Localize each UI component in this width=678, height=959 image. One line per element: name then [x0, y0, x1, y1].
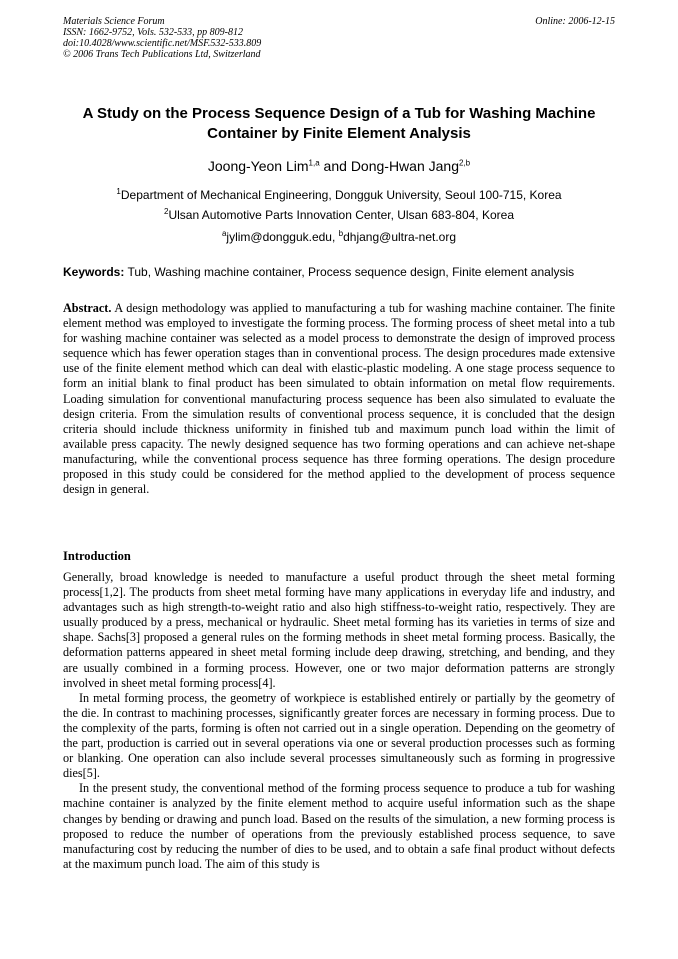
- email-b-sup: b: [338, 229, 344, 238]
- author-1-name: Joong-Yeon Lim: [207, 158, 309, 174]
- author-emails: [63, 230, 615, 244]
- introduction-body: [63, 570, 615, 872]
- author-2-sup: 2,b: [458, 158, 471, 168]
- email-a: jylim@dongguk.edu,: [226, 230, 339, 244]
- intro-paragraph-2: In metal forming process, the geometry of workpiece is established entirely or partially by the geometry of the die. In contrast to machining processes, significantly greater forces are necessary in forming process. Due to the complexity of the parts, forming is often not carried out in a single operation. Depending on the geometry of the part, production is carried out in several operations via one or several production processes such as forming or blanking. One operation can also include several processes simultaneously such as forming in progressive dies[5].: [63, 690, 615, 781]
- intro-paragraph-3: In the present study, the conventional method of the forming process sequence to produce a tub for washing machine container is analyzed by the finite element method to acquire useful information such as the shape changes by bending or drawing and punch load. Based on the results of the simulation, a new forming process is proposed to reduce the number of operations from the previously established process sequence, to save manufacturing cost by reducing the number of dies to be used, and to obtain a safe final product without defects at the maximum punch load. The aim of this study is: [63, 781, 615, 871]
- keywords-text: Tub, Washing machine container, Process sequence design, Finite element analysis: [124, 265, 575, 279]
- intro-paragraph-1: Generally, broad knowledge is needed to manufacture a useful product through the sheet metal forming process[1,2]. The products from sheet metal forming have many applications in everyday life and industry, and advantages such as high strength-to-weight ratio and also high stiffness-to-weight ratio, respectively. They are usually produced by a press, mechanical or hydraulic. Sheet metal forming has its varieties in terms of size and shape. Sachs[3] proposed a general rules on the forming methods in sheet metal forming process. Basically, the deformation patterns appeared in sheet metal forming include deep drawing, stretching, and bending, and they are usually combined in a forming process. However, one or two major deformation patterns are strongly involved in sheet metal forming process[4].: [63, 570, 615, 690]
- author-2-name: Dong-Hwan Jang: [350, 158, 459, 174]
- online-date: Online: 2006-12-15: [535, 16, 615, 27]
- affiliation-2-sup: 2: [164, 207, 169, 216]
- abstract-paragraph: [63, 301, 615, 497]
- author-conjunction: and: [319, 158, 351, 174]
- affiliation-1-text: Department of Mechanical Engineering, Dongguk University, Seoul 100-715, Korea: [120, 188, 562, 202]
- introduction-heading: Introduction: [63, 549, 131, 563]
- issn-line: ISSN: 1662-9752, Vols. 532-533, pp 809-812: [63, 27, 243, 38]
- paper-title: A Study on the Process Sequence Design of a Tub for Washing Machine Container by Finite Element Analysis: [82, 105, 596, 142]
- copyright-line: © 2006 Trans Tech Publications Ltd, Switzerland: [63, 49, 261, 60]
- affiliation-1: [63, 188, 615, 202]
- affiliation-2: [63, 208, 615, 222]
- affiliation-1-sup: 1: [116, 187, 121, 196]
- email-a-sup: a: [221, 229, 227, 238]
- doi-line: doi:10.4028/www.scientific.net/MSF.532-533.809: [63, 38, 262, 49]
- keywords-label: Keywords:: [63, 265, 125, 279]
- affiliation-2-text: Ulsan Automotive Parts Innovation Center, Ulsan 683-804, Korea: [168, 208, 514, 222]
- author-1-sup: 1,a: [308, 158, 320, 168]
- journal-header: [63, 16, 615, 60]
- abstract-text: A design methodology was applied to manufacturing a tub for washing machine container. The finite element method was employed to investigate the forming process. The forming process of sheet metal into a tub for washing machine container was selected as a model process to demonstrate the design of improved process sequence which has fewer operation stages than in conventional process. The design procedures made extensive use of the finite element method which can deal with elastic-plastic modeling. A one stage process sequence to form an initial blank to final product has been simulated to obtain information on metal flow requirements. Loading simulation for conventional manufacturing process sequence has been also simulated to evaluate the design criteria. From the simulation results of conventional process sequence, it is concluded that the design criteria should include thickness uniformity in finished tub and maximum punch load within the limit of available press capacity. The newly designed sequence has two forming operations and can achieve net-shape manufacturing, while the conventional process sequence has three forming operations. The design procedure proposed in this study could be considered for the method applied to the development of process sequence design in general.: [63, 301, 615, 497]
- journal-name: Materials Science Forum: [63, 16, 165, 27]
- abstract-label: Abstract.: [63, 301, 112, 315]
- email-b: dhjang@ultra-net.org: [343, 230, 457, 244]
- author-line: [63, 158, 615, 174]
- keywords-line: [63, 265, 615, 279]
